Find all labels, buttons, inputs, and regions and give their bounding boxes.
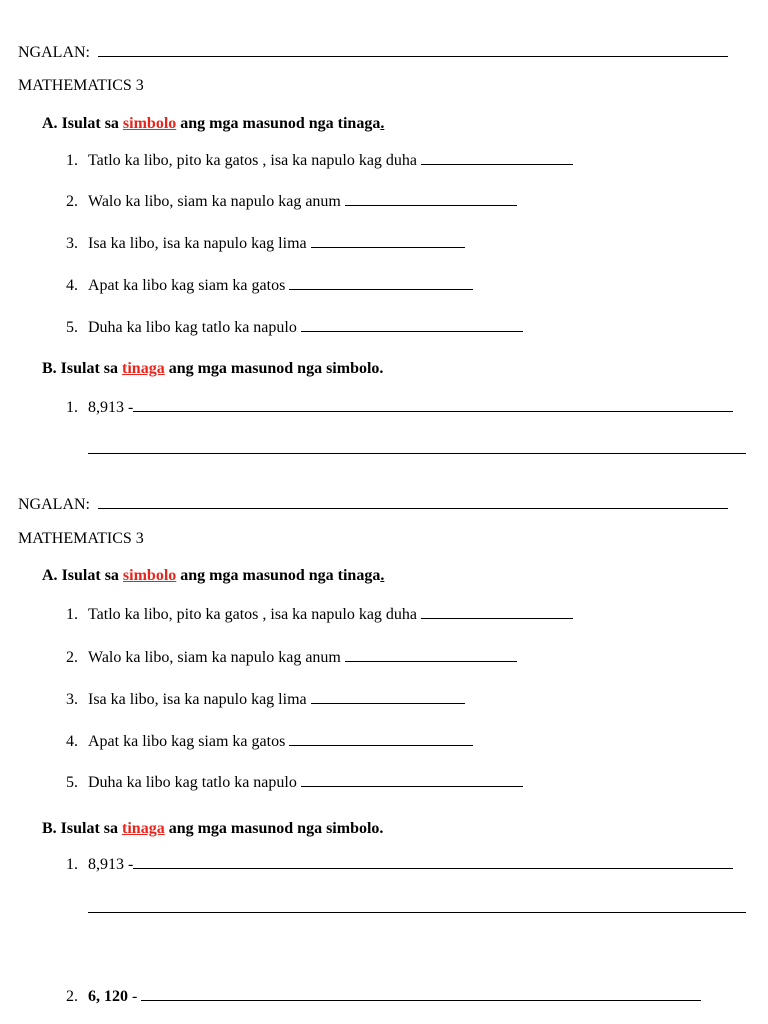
item-a1 [66, 150, 573, 169]
item-text: Isa ka libo, isa ka napulo kag lima [88, 691, 307, 708]
item-text: Isa ka libo, isa ka napulo kag lima [88, 235, 307, 252]
section-b-heading [42, 361, 383, 377]
answer-blank[interactable] [421, 150, 573, 165]
section-b-pre: Isulat sa [60, 820, 119, 837]
section-b-letter: B. [42, 820, 57, 837]
section-a-letter: A. [42, 115, 58, 132]
section-b-post: ang mga masunod nga simbolo. [168, 820, 384, 837]
section-a-keyword: simbolo [122, 115, 177, 132]
section-a-period: . [380, 115, 385, 132]
item-a2 [66, 191, 517, 210]
section-a-letter: A. [42, 567, 58, 584]
item-number: 2. [66, 988, 78, 1005]
section-a-period: . [380, 567, 385, 584]
answer-blank[interactable] [141, 986, 701, 1001]
section-a-post: ang mga masunod nga tinaga [180, 115, 381, 132]
item-number: 4. [66, 277, 78, 294]
answer-blank[interactable] [133, 854, 733, 869]
item-text: Duha ka libo kag tatlo ka napulo [88, 774, 297, 791]
name-row [18, 494, 728, 513]
answer-blank[interactable] [311, 689, 465, 704]
section-b-post: ang mga masunod nga simbolo. [168, 360, 384, 377]
item-number: 2. [66, 193, 78, 210]
item-a1 [66, 604, 573, 623]
item-text: 6, 120 [88, 988, 128, 1005]
item-a2 [66, 647, 517, 666]
item-text: Walo ka libo, siam ka napulo kag anum [88, 193, 341, 210]
item-a3 [66, 233, 465, 252]
name-label: NGALAN: [18, 496, 90, 513]
section-a-pre: Isulat sa [61, 115, 119, 132]
item-number: 5. [66, 774, 78, 791]
item-number: 1. [66, 399, 78, 416]
answer-blank[interactable] [289, 275, 473, 290]
item-a5 [66, 772, 523, 791]
section-a-post: ang mga masunod nga tinaga [180, 567, 381, 584]
answer-blank[interactable] [421, 604, 573, 619]
item-number: 1. [66, 606, 78, 623]
section-b-heading [42, 821, 383, 837]
section-a-pre: Isulat sa [61, 567, 119, 584]
answer-blank[interactable] [301, 772, 523, 787]
section-a-heading [42, 116, 384, 132]
item-number: 4. [66, 733, 78, 750]
answer-blank[interactable] [289, 731, 473, 746]
item-text: Duha ka libo kag tatlo ka napulo [88, 319, 297, 336]
item-number: 5. [66, 319, 78, 336]
subject-title: MATHEMATICS 3 [18, 530, 144, 547]
answer-blank[interactable] [133, 397, 733, 412]
item-a4 [66, 275, 473, 294]
name-label: NGALAN: [18, 44, 90, 61]
answer-blank[interactable] [345, 191, 517, 206]
section-a-heading [42, 568, 384, 584]
name-field[interactable] [98, 42, 728, 57]
item-text: Tatlo ka libo, pito ka gatos , isa ka napulo kag duha [88, 152, 418, 169]
item-a5 [66, 317, 523, 336]
item-number: 1. [66, 152, 78, 169]
name-field[interactable] [98, 494, 728, 509]
item-text: Apat ka libo kag siam ka gatos [88, 733, 286, 750]
section-b-keyword: tinaga [122, 820, 165, 837]
section-b-pre: Isulat sa [60, 360, 119, 377]
item-text: 8,913 - [88, 399, 134, 416]
answer-line-continuation[interactable] [88, 453, 746, 454]
item-text: Tatlo ka libo, pito ka gatos , isa ka napulo kag duha [88, 606, 418, 623]
name-row [18, 42, 728, 61]
answer-blank[interactable] [311, 233, 465, 248]
item-number: 1. [66, 856, 78, 873]
item-a3 [66, 689, 465, 708]
item-b1 [66, 854, 733, 873]
answer-blank[interactable] [301, 317, 523, 332]
item-number: 2. [66, 649, 78, 666]
item-text: 8,913 - [88, 856, 134, 873]
section-a-keyword: simbolo [122, 567, 177, 584]
item-b1 [66, 397, 733, 416]
item-number: 3. [66, 691, 78, 708]
item-text: Apat ka libo kag siam ka gatos [88, 277, 286, 294]
item-dash: - [132, 988, 138, 1005]
section-b-keyword: tinaga [122, 360, 165, 377]
subject-title: MATHEMATICS 3 [18, 77, 144, 94]
item-number: 3. [66, 235, 78, 252]
item-text: Walo ka libo, siam ka napulo kag anum [88, 649, 341, 666]
item-a4 [66, 731, 473, 750]
answer-line-continuation[interactable] [88, 912, 746, 913]
section-b-letter: B. [42, 360, 57, 377]
item-b2 [66, 986, 701, 1005]
answer-blank[interactable] [345, 647, 517, 662]
